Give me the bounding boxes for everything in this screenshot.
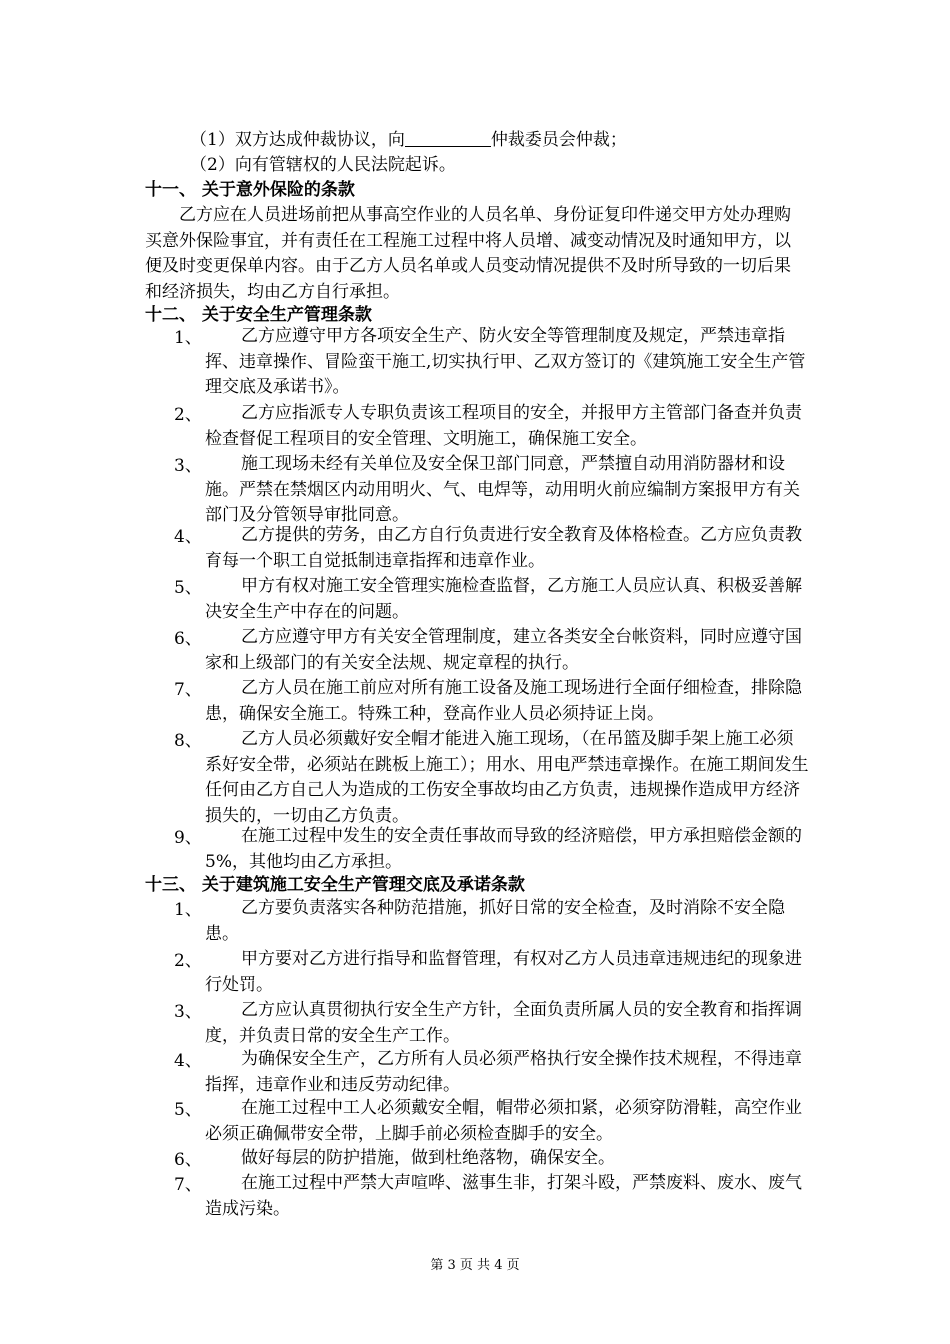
list-item-number: 1、 <box>174 900 202 920</box>
list-item-number: 4、 <box>174 527 202 547</box>
list-item-number: 2、 <box>174 951 202 971</box>
list-item-number: 6、 <box>174 629 202 649</box>
list-item-number: 2、 <box>174 405 202 425</box>
list-item-number: 7、 <box>174 680 202 700</box>
list-item: 乙方应指派专人专职负责该工程项目的安全，并报甲方主管部门备查并负责检查督促工程项目的安全管理、文明施工，确保施工安全。 <box>205 403 802 449</box>
list-item: 施工现场未经有关单位及安全保卫部门同意，严禁擅自动用消防器材和设施。严禁在禁烟区内动用明火、气、电焊等，动用明火前应编制方案报甲方有关部门及分管领导审批同意。 <box>205 454 800 525</box>
page-footer: 第 3 页 共 4 页 <box>430 1258 520 1273</box>
list-item: 为确保安全生产，乙方所有人员必须严格执行安全操作技术规程，不得违章指挥，违章作业和违反劳动纪律。 <box>205 1049 802 1095</box>
list-item: 乙方应遵守甲方有关安全管理制度，建立各类安全台帐资料，同时应遵守国家和上级部门的有关安全法规、规定章程的执行。 <box>205 627 802 673</box>
list-item: 甲方要对乙方进行指导和监督管理，有权对乙方人员违章违规违纪的现象进行处罚。 <box>205 949 802 995</box>
arbitration-option-2: （2）向有管辖权的人民法院起诉。 <box>190 155 456 175</box>
arbitration-option-1-text: （1）双方达成仲裁协议，向 <box>190 130 405 150</box>
list-item-number: 4、 <box>174 1051 202 1071</box>
list-item: 在施工过程中工人必须戴安全帽，帽带必须扣紧，必须穿防滑鞋，高空作业必须正确佩带安全带，上脚手前必须检查脚手的安全。 <box>205 1098 802 1144</box>
list-item: 乙方人员必须戴好安全帽才能进入施工现场，（在吊篮及脚手架上施工必须系好安全带，必须站在跳板上施工）；用水、用电严禁违章操作。在施工期间发生任何由乙方自己人为造成的工伤安全事故均由乙方负责，违规操作造成甲方经济损失的，一切由乙方负责。 <box>205 729 809 826</box>
list-item-number: 7、 <box>174 1175 202 1195</box>
list-item: 乙方提供的劳务，由乙方自行负责进行安全教育及体格检查。乙方应负责教育每一个职工自觉抵制违章指挥和违章作业。 <box>205 525 802 571</box>
list-item-number: 1、 <box>174 328 202 348</box>
list-item-number: 5、 <box>174 1100 202 1120</box>
arbitration-option-1-suffix: 仲裁委员会仲裁； <box>490 130 627 150</box>
list-item: 乙方应认真贯彻执行安全生产方针，全面负责所属人员的安全教育和指挥调度，并负责日常的安全生产工作。 <box>205 1000 802 1046</box>
list-item-number: 3、 <box>174 1002 202 1022</box>
list-item: 乙方要负责落实各种防范措施，抓好日常的安全检查，及时消除不安全隐患。 <box>205 898 785 944</box>
list-item: 在施工过程中发生的安全责任事故而导致的经济赔偿，甲方承担赔偿金额的5%，其他均由乙方承担。 <box>205 826 802 872</box>
section-13-heading: 十三、 关于建筑施工安全生产管理交底及承诺条款 <box>145 875 525 895</box>
list-item-number: 3、 <box>174 456 202 476</box>
section-11-body: 乙方应在人员进场前把从事高空作业的人员名单、身份证复印件递交甲方处办理购买意外保险事宜，并有责任在工程施工过程中将人员增、减变动情况及时通知甲方，以便及时变更保单内容。由于乙方人员名单或人员变动情况提供不及时所导致的一切后果和经济损失，均由乙方自行承担。 <box>145 205 791 302</box>
arbitration-option-1 <box>190 128 627 152</box>
list-item: 乙方应遵守甲方各项安全生产、防火安全等管理制度及规定，严禁违章指挥、违章操作、冒险蛮干施工,切实执行甲、乙双方签订的《建筑施工安全生产管理交底及承诺书》。 <box>205 326 806 397</box>
list-item-number: 5、 <box>174 578 202 598</box>
list-item: 甲方有权对施工安全管理实施检查监督，乙方施工人员应认真、积极妥善解决安全生产中存在的问题。 <box>205 576 802 622</box>
list-item-number: 8、 <box>174 731 202 751</box>
list-item: 在施工过程中严禁大声喧哗、滋事生非，打架斗殴，严禁废料、废水、废气造成污染。 <box>205 1173 802 1219</box>
list-item: 乙方人员在施工前应对所有施工设备及施工现场进行全面仔细检查，排除隐患，确保安全施工。特殊工种，登高作业人员必须持证上岗。 <box>205 678 802 724</box>
blank-underline <box>405 129 491 147</box>
list-item: 做好每层的防护措施，做到杜绝落物，确保安全。 <box>241 1148 615 1168</box>
list-item-number: 6、 <box>174 1150 202 1170</box>
section-11-heading: 十一、 关于意外保险的条款 <box>145 180 355 200</box>
list-item-number: 9、 <box>174 828 202 848</box>
section-12-heading: 十二、 关于安全生产管理条款 <box>145 305 372 325</box>
